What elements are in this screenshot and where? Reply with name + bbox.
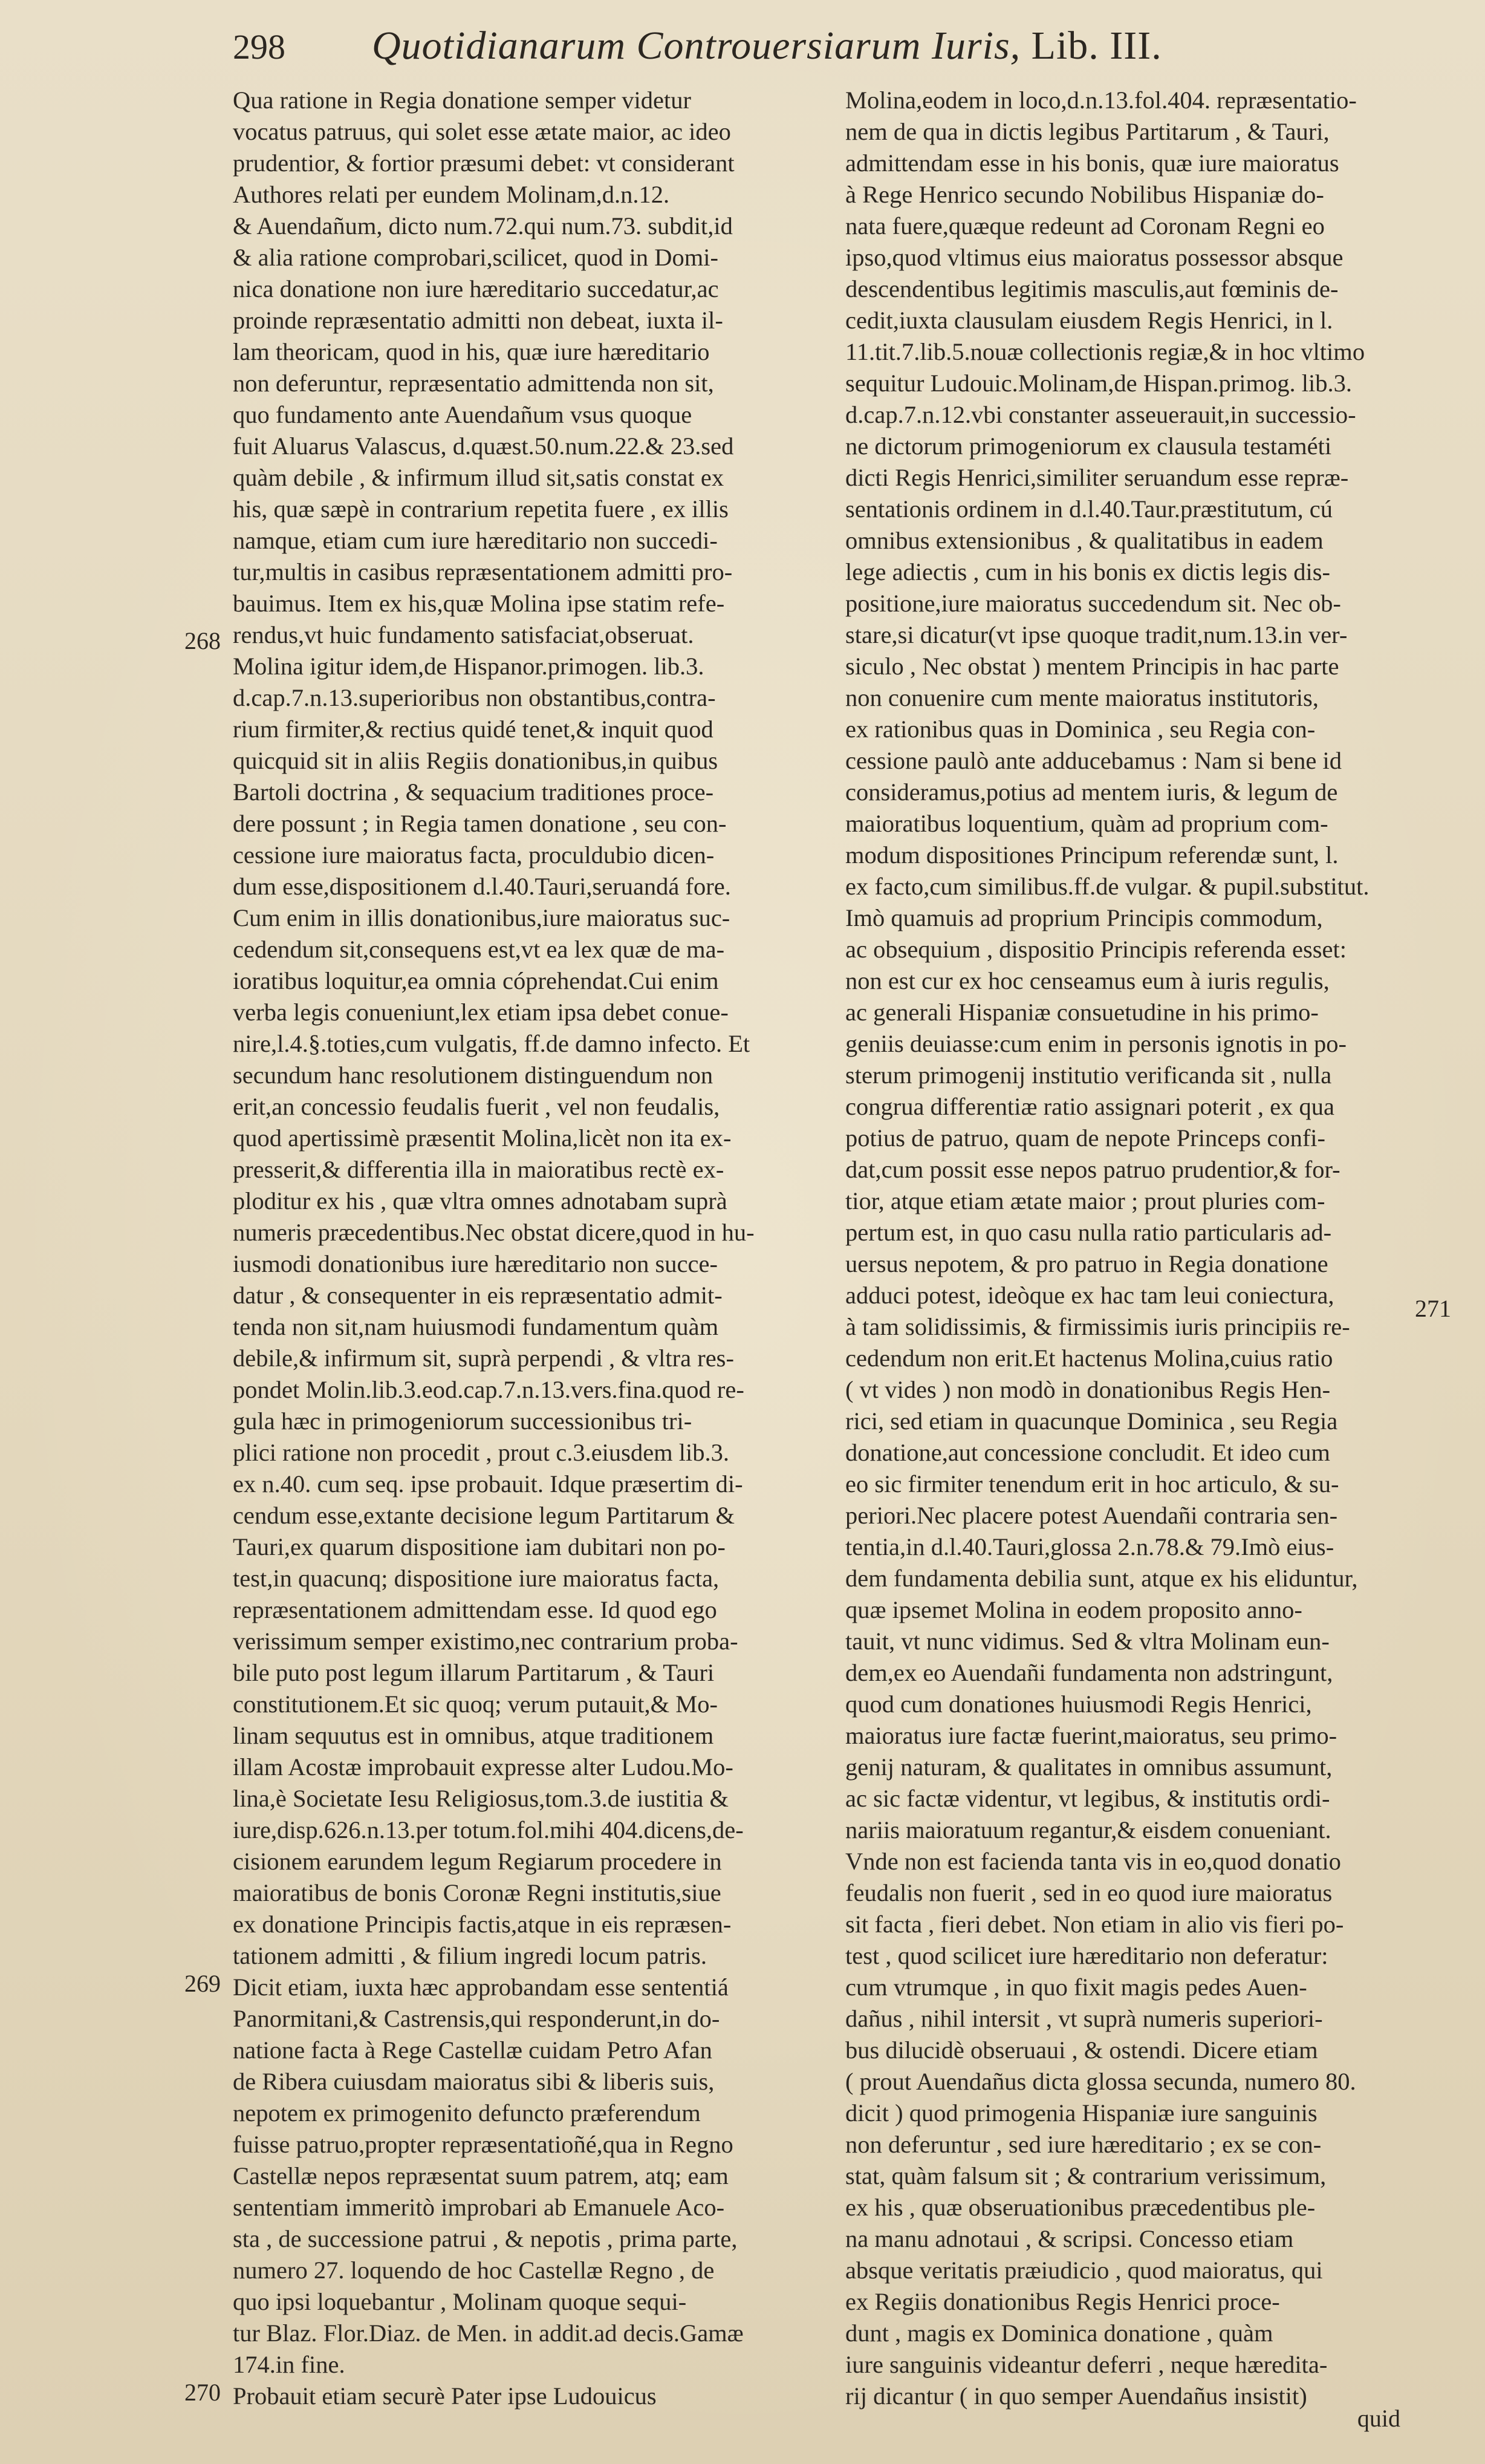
text-line: Panormitani,& Castrensis,qui responderunt,in do- — [233, 2005, 720, 2032]
text-line: dunt , magis ex Dominica donatione , quàm — [845, 2319, 1273, 2347]
text-line: rium firmiter,& rectius quidé tenet,& inquit quod — [233, 715, 713, 743]
text-line: natione facta à Rege Castellæ cuidam Petro Afan — [233, 2036, 712, 2064]
text-line: 174.in fine. — [233, 2351, 345, 2378]
text-line: periori.Nec placere potest Auendañi contraria sen- — [845, 1502, 1338, 1529]
text-line: ex facto,cum similibus.ff.de vulgar. & pupil.substitut. — [845, 873, 1370, 900]
text-line: ipso,quod vltimus eius maioratus possessor absque — [845, 244, 1344, 271]
text-line: vocatus patruus, qui solet esse ætate maior, ac ideo — [233, 118, 731, 145]
text-line: Molina,eodem in loco,d.n.13.fol.404. repræsentatio- — [845, 86, 1357, 114]
text-line: non conuenire cum mente maioratus institutoris, — [845, 684, 1319, 711]
text-line: maioratibus loquentium, quàm ad proprium com- — [845, 810, 1328, 837]
text-line: nem de qua in dictis legibus Partitarum , & Tauri, — [845, 118, 1330, 145]
text-line: erit,an concessio feudalis fuerit , vel non feudalis, — [233, 1093, 720, 1120]
text-line: ac obsequium , dispositio Principis referenda esset: — [845, 936, 1347, 963]
text-line: datur , & consequenter in eis repræsentatio admit- — [233, 1282, 723, 1309]
text-line: his, quæ sæpè in contrarium repetita fuere , ex illis — [233, 495, 729, 523]
text-line: tenda non sit,nam huiusmodi fundamentum quàm — [233, 1313, 719, 1340]
text-line: ioratibus loquitur,ea omnia cóprehendat.Cui enim — [233, 967, 719, 994]
text-line: rendus,vt huic fundamento satisfaciat,obseruat. — [233, 621, 694, 648]
text-line: sta , de successione patrui , & nepotis , prima parte, — [233, 2225, 738, 2252]
text-line: quo fundamento ante Auendañum vsus quoque — [233, 401, 692, 428]
text-line: rij dicantur ( in quo semper Auendañus insistit) — [845, 2382, 1307, 2410]
text-line: ne dictorum primogeniorum ex clausula testaméti — [845, 432, 1332, 460]
book-label: Lib. III. — [1031, 24, 1162, 68]
text-line: Molina igitur idem,de Hispanor.primogen. lib.3. — [233, 653, 704, 680]
text-line: debile,& infirmum sit, suprà perpendi , & vltra res- — [233, 1344, 734, 1372]
text-line: modum dispositiones Principum referendæ sunt, l. — [845, 841, 1339, 869]
text-line: gula hæc in primogeniorum successionibus tri- — [233, 1407, 692, 1435]
text-line: linam sequutus est in omnibus, atque traditionem — [233, 1722, 714, 1749]
text-line: à tam solidissimis, & firmissimis iuris principiis re- — [845, 1313, 1350, 1340]
text-line: quo ipsi loquebantur , Molinam quoque sequi- — [233, 2288, 687, 2315]
text-line: sit facta , fieri debet. Non etiam in alio vis fieri po- — [845, 1911, 1344, 1938]
text-line: ex Regiis donationibus Regis Henrici proce- — [845, 2288, 1280, 2315]
text-line: omnibus extensionibus , & qualitatibus in eadem — [845, 527, 1324, 554]
text-line: ex donatione Principis factis,atque in eis repræsen- — [233, 1911, 732, 1938]
text-line: dat,cum possit esse nepos patruo prudentior,& for- — [845, 1156, 1340, 1183]
text-line: secundum hanc resolutionem distinguendum non — [233, 1061, 713, 1089]
text-line: lege adiectis , cum in his bonis ex dictis legis dis- — [845, 558, 1330, 585]
text-line: dere possunt ; in Regia tamen donatione , seu con- — [233, 810, 727, 837]
text-line: geniis deuiasse:cum enim in personis ignotis in po- — [845, 1030, 1347, 1057]
text-line: Cum enim in illis donationibus,iure maioratus suc- — [233, 904, 730, 931]
margin-number-270: 270 — [184, 2379, 221, 2406]
text-line: namque, etiam cum iure hæreditario non succedi- — [233, 527, 718, 554]
text-line: cedit,iuxta clausulam eiusdem Regis Henrici, in l. — [845, 307, 1333, 334]
text-line: cessione iure maioratus facta, proculdubio dicen- — [233, 841, 715, 869]
text-line: sentationis ordinem in d.l.40.Taur.præstitutum, cú — [845, 495, 1333, 523]
text-line: proinde repræsentatio admitti non debeat, iuxta il- — [233, 307, 723, 334]
text-line: 11.tit.7.lib.5.nouæ collectionis regiæ,& in hoc vltimo — [845, 338, 1365, 365]
text-line: repræsentationem admittendam esse. Id quod ego — [233, 1596, 717, 1623]
margin-number-268: 268 — [184, 627, 221, 654]
text-line: quæ ipsemet Molina in eodem proposito anno- — [845, 1596, 1302, 1623]
text-line: sterum primogenij institutio verificanda sit , nulla — [845, 1061, 1332, 1089]
text-line: ploditur ex his , quæ vltra omnes adnotabam suprà — [233, 1187, 727, 1214]
left-text-column — [233, 85, 813, 2412]
text-line: à Rege Henrico secundo Nobilibus Hispaniæ do- — [845, 181, 1324, 208]
text-line: Authores relati per eundem Molinam,d.n.12. — [233, 181, 670, 208]
text-line: fuit Aluarus Valascus, d.quæst.50.num.22.& 23.sed — [233, 432, 734, 460]
text-line: test,in quacunq; dispositione iure maioratus facta, — [233, 1565, 720, 1592]
text-line: maioratus iure factæ fuerint,maioratus, seu primo- — [845, 1722, 1337, 1749]
text-line: ex rationibus quas in Dominica , seu Regia con- — [845, 715, 1316, 743]
text-line: ( prout Auendañus dicta glossa secunda, numero 80. — [845, 2068, 1356, 2095]
text-line: sequitur Ludouic.Molinam,de Hispan.primog. lib.3. — [845, 370, 1353, 397]
text-line: iure,disp.626.n.13.per totum.fol.mihi 404.dicens,de- — [233, 1816, 744, 1843]
text-line: dem fundamenta debilia sunt, atque ex his eliduntur, — [845, 1565, 1358, 1592]
text-line: tior, atque etiam ætate maior ; prout pluries com- — [845, 1187, 1325, 1214]
text-line: consideramus,potius ad mentem iuris, & legum de — [845, 778, 1338, 806]
text-line: ac sic factæ videntur, vt legibus, & institutis ordi- — [845, 1785, 1330, 1812]
text-line: ex his , quæ obseruationibus præcedentibus ple- — [845, 2194, 1316, 2221]
page-header — [233, 23, 1273, 77]
text-line: bauimus. Item ex his,quæ Molina ipse statim refe- — [233, 590, 725, 617]
text-line: constitutionem.Et sic quoq; verum putauit,& Mo- — [233, 1690, 718, 1718]
text-line: tauit, vt nunc vidimus. Sed & vltra Molinam eun- — [845, 1628, 1330, 1655]
text-line: Probauit etiam securè Pater ipse Ludouicus — [233, 2382, 657, 2410]
text-line: dicti Regis Henrici,similiter seruandum esse repræ- — [845, 464, 1349, 491]
text-line: & alia ratione comprobari,scilicet, quod in Domi- — [233, 244, 719, 271]
text-line: numero 27. loquendo de hoc Castellæ Regno , de — [233, 2257, 715, 2284]
text-line: donatione,aut concessione concludit. Et ideo cum — [845, 1439, 1330, 1466]
text-line: cendum esse,extante decisione legum Partitarum & — [233, 1502, 735, 1529]
text-line: Imò quamuis ad proprium Principis commodum, — [845, 904, 1323, 931]
text-line: nata fuere,quæque redeunt ad Coronam Regni eo — [845, 212, 1325, 240]
text-line: siculo , Nec obstat ) mentem Principis in hac parte — [845, 653, 1339, 680]
text-line: cisionem earundem legum Regiarum procedere in — [233, 1848, 722, 1875]
text-line: Tauri,ex quarum dispositione iam dubitari non po- — [233, 1533, 726, 1560]
text-line: non deferuntur, repræsentatio admittenda non sit, — [233, 370, 714, 397]
text-line: genij naturam, & qualitates in omnibus assumunt, — [845, 1753, 1333, 1781]
running-title-text: Quotidianarum Controuersiarum Iuris, — [372, 24, 1021, 68]
text-line: ( vt vides ) non modò in donationibus Regis Hen- — [845, 1376, 1331, 1403]
text-line: ac generali Hispaniæ consuetudine in his primo- — [845, 999, 1319, 1026]
text-line: cedendum non erit.Et hactenus Molina,cuius ratio — [845, 1344, 1333, 1372]
text-line: & Auendañum, dicto num.72.qui num.73. subdit,id — [233, 212, 733, 240]
text-line: fuisse patruo,propter repræsentatioñé,qua in Regno — [233, 2131, 733, 2158]
text-line: stare,si dicatur(vt ipse quoque tradit,num.13.in ver- — [845, 621, 1348, 648]
text-line: descendentibus legitimis masculis,aut fœminis de- — [845, 275, 1339, 302]
text-line: pertum est, in quo casu nulla ratio particularis ad- — [845, 1219, 1332, 1246]
text-line: quod apertissimè præsentit Molina,licèt non ita ex- — [233, 1124, 732, 1152]
text-line: verissimum semper existimo,nec contrarium proba- — [233, 1628, 738, 1655]
text-line: maioratibus de bonis Coronæ Regni institutis,siue — [233, 1879, 721, 1906]
text-line: dem,ex eo Auendañi fundamenta non adstringunt, — [845, 1659, 1333, 1686]
text-line: positione,iure maioratus succedendum sit. Nec ob- — [845, 590, 1341, 617]
text-line: dum esse,dispositionem d.l.40.Tauri,seruandá fore. — [233, 873, 731, 900]
text-line: Bartoli doctrina , & sequacium traditiones proce- — [233, 778, 714, 806]
running-title — [372, 23, 1162, 69]
text-line: non est cur ex hoc censeamus eum à iuris regulis, — [845, 967, 1330, 994]
text-line: rici, sed etiam in quacunque Dominica , seu Regia — [845, 1407, 1338, 1435]
text-line: nire,l.4.§.toties,cum vulgatis, ff.de damno infecto. Et — [233, 1030, 750, 1057]
text-line: tur,multis in casibus repræsentationem admitti pro- — [233, 558, 733, 585]
margin-number-269: 269 — [184, 1970, 221, 1997]
text-line: bile puto post legum illarum Partitarum , & Tauri — [233, 1659, 715, 1686]
text-line: Qua ratione in Regia donatione semper videtur — [233, 86, 692, 114]
text-line: uersus nepotem, & pro patruo in Regia donatione — [845, 1250, 1328, 1277]
text-line: nariis maioratuum regantur,& eisdem conueniant. — [845, 1816, 1331, 1843]
text-line: Dicit etiam, iuxta hæc approbandam esse sententiá — [233, 1973, 729, 2001]
text-line: cum vtrumque , in quo fixit magis pedes Auen- — [845, 1973, 1307, 2001]
text-line: d.cap.7.n.13.superioribus non obstantibus,contra- — [233, 684, 716, 711]
text-line: quàm debile , & infirmum illud sit,satis constat ex — [233, 464, 724, 491]
text-line: numeris præcedentibus.Nec obstat dicere,quod in hu- — [233, 1219, 755, 1246]
text-line: admittendam esse in his bonis, quæ iure maioratus — [845, 149, 1339, 177]
text-line: pondet Molin.lib.3.eod.cap.7.n.13.vers.fina.quod re- — [233, 1376, 744, 1403]
page-number: 298 — [233, 27, 285, 67]
text-line: congrua differentiæ ratio assignari poterit , ex qua — [845, 1093, 1334, 1120]
text-line: bus dilucidè obseruaui , & ostendi. Dicere etiam — [845, 2036, 1318, 2064]
text-line: illam Acostæ improbauit expresse alter Ludou.Mo- — [233, 1753, 733, 1781]
text-line: prudentior, & fortior præsumi debet: vt considerant — [233, 149, 735, 177]
text-line: absque veritatis præiudicio , quod maioratus, qui — [845, 2257, 1323, 2284]
margin-number-271: 271 — [1415, 1295, 1451, 1322]
text-line: de Ribera cuiusdam maioratus sibi & liberis suis, — [233, 2068, 715, 2095]
text-line: tationem admitti , & filium ingredi locum patris. — [233, 1942, 707, 1969]
text-line: d.cap.7.n.12.vbi constanter asseuerauit,in successio- — [845, 401, 1356, 428]
text-line: lina,è Societate Iesu Religiosus,tom.3.de iustitia & — [233, 1785, 729, 1812]
text-line: iure sanguinis videantur deferri , neque hæredita- — [845, 2351, 1328, 2378]
text-line: na manu adnotaui , & scripsi. Concesso etiam — [845, 2225, 1294, 2252]
text-line: cedendum sit,consequens est,vt ea lex quæ de ma- — [233, 936, 725, 963]
text-line: dañus , nihil intersit , vt suprà numeris superiori- — [845, 2005, 1323, 2032]
text-line: non deferuntur , sed iure hæreditario ; ex se con- — [845, 2131, 1322, 2158]
text-line: eo sic firmiter tenendum erit in hoc articulo, & su- — [845, 1470, 1339, 1498]
text-line: verba legis conueniunt,lex etiam ipsa debet conue- — [233, 999, 729, 1026]
text-line: dicit ) quod primogenia Hispaniæ iure sanguinis — [845, 2099, 1318, 2127]
text-line: quod cum donationes huiusmodi Regis Henrici, — [845, 1690, 1312, 1718]
text-line: iusmodi donationibus iure hæreditario non succe- — [233, 1250, 718, 1277]
text-line: nica donatione non iure hæreditario succedatur,ac — [233, 275, 719, 302]
text-line: presserit,& differentia illa in maioratibus rectè ex- — [233, 1156, 724, 1183]
text-line: Vnde non est facienda tanta vis in eo,quod donatio — [845, 1848, 1341, 1875]
text-line: test , quod scilicet iure hæreditario non deferatur: — [845, 1942, 1328, 1969]
text-line: ex n.40. cum seq. ipse probauit. Idque præsertim di- — [233, 1470, 743, 1498]
text-line: stat, quàm falsum sit ; & contrarium verissimum, — [845, 2162, 1327, 2189]
text-line: sententiam immeritò improbari ab Emanuele Aco- — [233, 2194, 725, 2221]
text-line: tentia,in d.l.40.Tauri,glossa 2.n.78.& 79.Imò eius- — [845, 1533, 1334, 1560]
text-line: feudalis non fuerit , sed in eo quod iure maioratus — [845, 1879, 1333, 1906]
text-line: adduci potest, ideòque ex hac tam leui coniectura, — [845, 1282, 1334, 1309]
text-line: potius de patruo, quam de nepote Princeps confi- — [845, 1124, 1326, 1152]
text-line: tur Blaz. Flor.Diaz. de Men. in addit.ad decis.Gamæ — [233, 2319, 744, 2347]
right-text-column — [845, 85, 1426, 2412]
text-line: nepotem ex primogenito defuncto præferendum — [233, 2099, 701, 2127]
text-line: lam theoricam, quod in his, quæ iure hæreditario — [233, 338, 710, 365]
text-line: cessione paulò ante adducebamus : Nam si bene id — [845, 747, 1342, 774]
text-line: quicquid sit in aliis Regiis donationibus,in quibus — [233, 747, 718, 774]
text-line: plici ratione non procedit , prout c.3.eiusdem lib.3. — [233, 1439, 730, 1466]
catchword: quid — [1357, 2405, 1400, 2432]
text-line: Castellæ nepos repræsentat suum patrem, atq; eam — [233, 2162, 729, 2189]
